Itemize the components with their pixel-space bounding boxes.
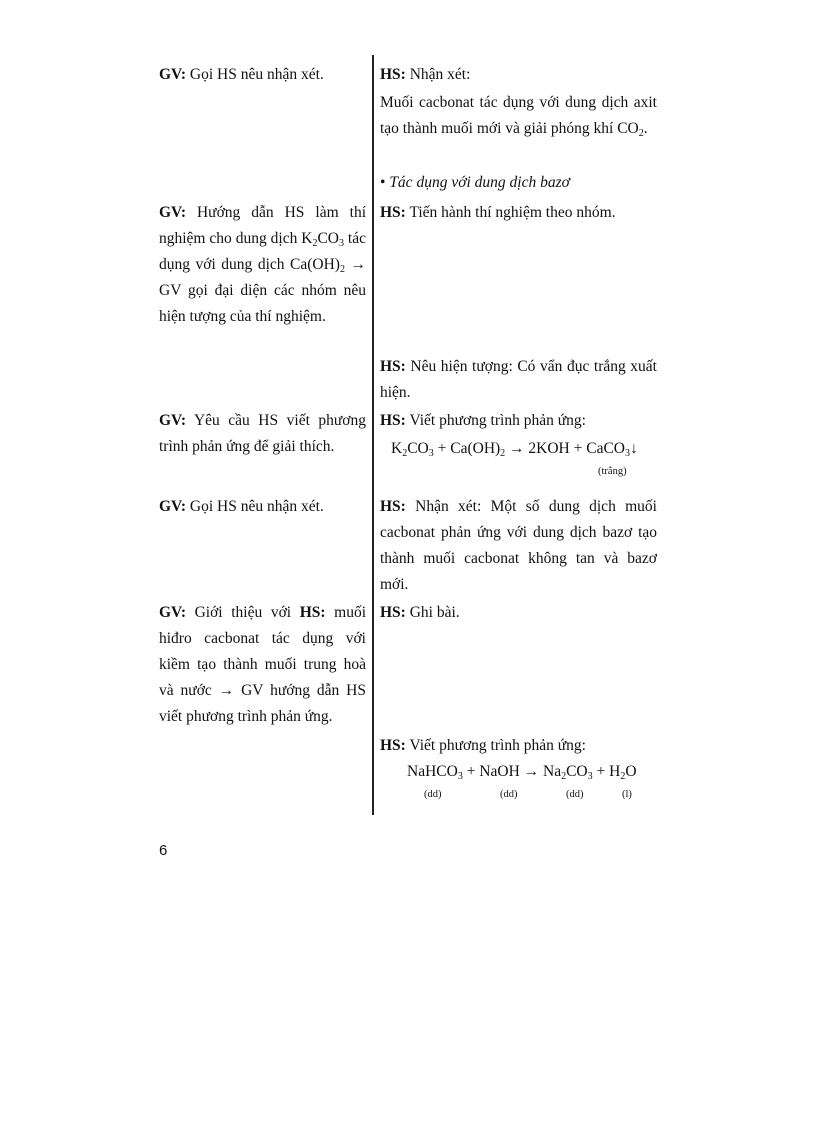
subscript: 3	[428, 448, 434, 459]
hs-label: HS:	[380, 604, 406, 621]
eq-term: CO	[566, 763, 588, 780]
eq-term: + Ca(OH)	[433, 440, 501, 457]
gv-text: CO	[317, 230, 339, 247]
gv-introduce-hydrocarbonate	[159, 600, 366, 730]
eq-term: O	[625, 763, 637, 780]
subscript: 2	[312, 238, 318, 249]
gv-equation-request	[159, 408, 366, 460]
hs-text: Nêu hiện tượng: Có vẩn đục trắng xuất hiện.	[380, 358, 657, 401]
period: .	[643, 120, 648, 137]
gv-text: Gọi HS nêu nhận xét.	[186, 498, 324, 515]
gv-label: GV:	[159, 66, 186, 83]
eq-term: + NaOH → Na	[462, 763, 562, 780]
equation-k2co3-caoh2	[391, 440, 638, 458]
gv-text: Yêu cầu HS viết phương trình phản ứng để giải thích.	[159, 412, 366, 455]
hs-phenomenon	[380, 354, 657, 406]
state-note-naoh: (dd)	[500, 789, 518, 800]
hs-text: Ghi bài.	[405, 604, 460, 621]
gv-text: Giới thiệu với	[186, 604, 300, 621]
hs-write-equation-2	[380, 733, 657, 759]
gv-label: GV:	[159, 498, 186, 515]
subscript: 2	[339, 264, 345, 275]
hs-conclusion-base	[380, 494, 657, 598]
state-note-nahco3: (dd)	[424, 789, 442, 800]
column-divider	[372, 55, 374, 815]
hs-label: HS:	[380, 737, 406, 754]
eq-term: CO	[407, 440, 429, 457]
section-base-heading	[380, 170, 657, 196]
subscript: 2	[638, 128, 644, 139]
hs-text: Nhận xét: Một số dung dịch muối cacbonat phản ứng với dung dịch bazơ tạo thành muối cacbonat không tan và bazơ mới.	[380, 498, 657, 593]
subscript: 2	[500, 448, 506, 459]
gv-label: GV:	[159, 412, 186, 429]
hs-label: HS:	[380, 66, 406, 83]
gv-label: GV:	[159, 604, 186, 621]
bullet-icon: •	[380, 174, 386, 191]
hs-experiment	[380, 200, 657, 226]
subscript: 3	[457, 771, 463, 782]
gv-experiment-instruction	[159, 200, 366, 330]
subscript: 2	[402, 448, 408, 459]
hs-text: Viết phương trình phản ứng:	[405, 737, 586, 754]
gv-label: GV:	[159, 204, 186, 221]
equation-nahco3-naoh	[407, 763, 637, 781]
hs-label: HS:	[380, 498, 406, 515]
eq-term: → 2KOH + CaCO	[505, 440, 625, 457]
gv-text: tác dụng với dung dịch Ca(OH)	[159, 230, 366, 273]
hs-label: HS:	[299, 604, 326, 621]
subscript: 3	[625, 448, 630, 459]
subscript: 2	[620, 771, 626, 782]
subscript: 3	[587, 771, 593, 782]
hs-remark-1	[380, 62, 657, 88]
hs-write-equation-1	[380, 408, 657, 434]
gv-remark-1	[159, 62, 366, 88]
hs-label: HS:	[380, 358, 406, 375]
conclusion-text: Muối cacbonat tác dụng với dung dịch axit tạo thành muối mới và giải phóng khí CO	[380, 94, 657, 137]
hs-text: Tiến hành thí nghiệm theo nhóm.	[405, 204, 616, 221]
eq-term: NaHCO	[407, 763, 458, 780]
gv-remark-2	[159, 494, 366, 520]
state-note-h2o: (l)	[622, 789, 632, 800]
precipitate-note: (trắng)	[598, 466, 627, 477]
eq-term: K	[391, 440, 403, 457]
hs-conclusion-acid	[380, 90, 657, 142]
gv-text: Hướng dẫn HS làm thí nghiệm cho dung dịch K	[159, 204, 366, 247]
gv-text: → GV gọi đại diện các nhóm nêu hiện tượng của thí nghiệm.	[159, 256, 366, 325]
hs-text: Viết phương trình phản ứng:	[405, 412, 586, 429]
hs-label: HS:	[380, 412, 406, 429]
gv-text: muối hiđro cacbonat tác dụng với kiềm tạo thành muối trung hoà và nước → GV hướng dẫn HS viết phương trình phản ứng.	[159, 604, 367, 725]
page-number: 6	[159, 842, 168, 859]
subscript: 2	[561, 771, 567, 782]
hs-text: Nhận xét:	[405, 66, 471, 83]
section-title: Tác dụng với dung dịch bazơ	[389, 174, 570, 191]
down-arrow-icon: ↓	[630, 440, 638, 457]
hs-label: HS:	[380, 204, 406, 221]
state-note-na2co3: (dd)	[566, 789, 584, 800]
hs-take-notes	[380, 600, 657, 626]
eq-term: + H	[592, 763, 621, 780]
subscript: 3	[339, 238, 344, 249]
gv-text: Gọi HS nêu nhận xét.	[186, 66, 324, 83]
